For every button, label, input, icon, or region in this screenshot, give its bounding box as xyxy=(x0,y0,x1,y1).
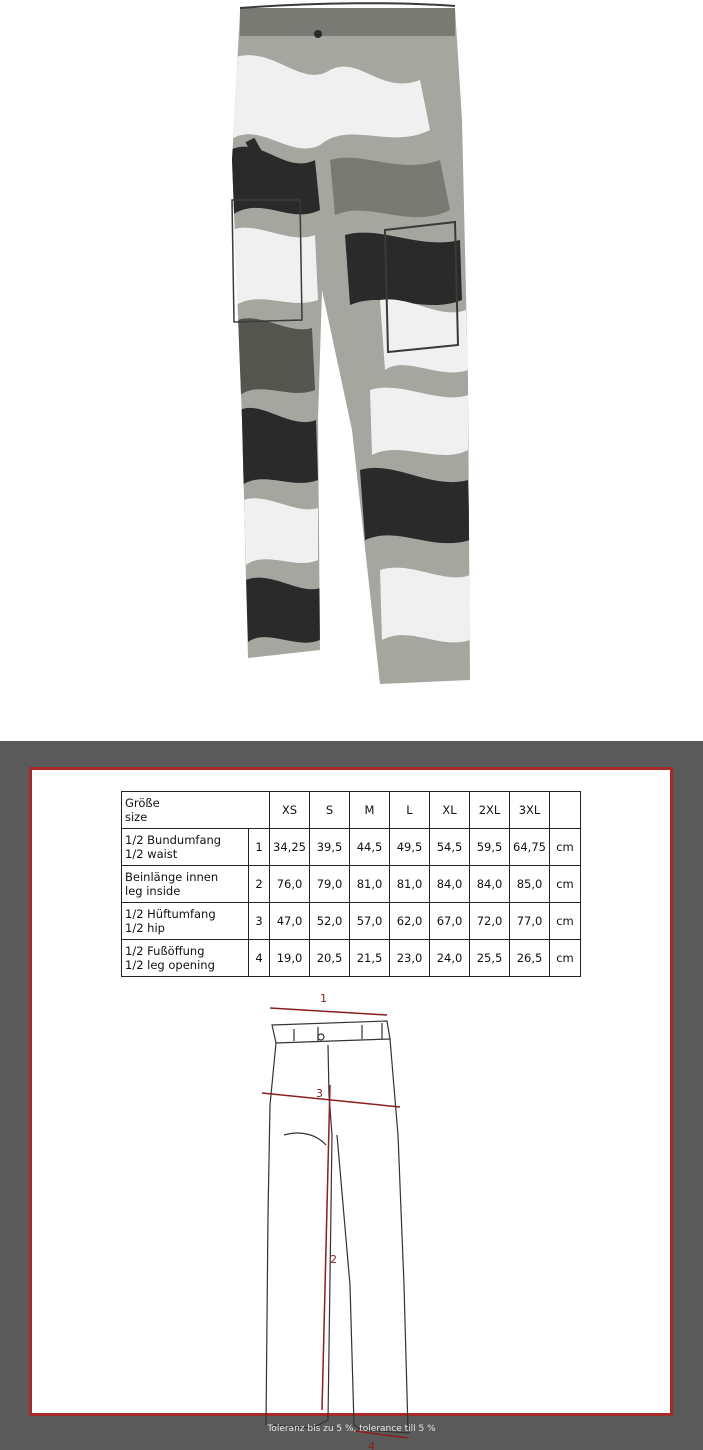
cell-value: 25,5 xyxy=(470,940,510,977)
cell-value: 81,0 xyxy=(390,866,430,903)
measure-label-1: 1 xyxy=(320,992,327,1005)
row-number: 1 xyxy=(249,829,270,866)
cell-value: 72,0 xyxy=(470,903,510,940)
size-table xyxy=(121,791,581,977)
cell-unit: cm xyxy=(550,866,581,903)
cell-value: 67,0 xyxy=(430,903,470,940)
cell-value: 49,5 xyxy=(390,829,430,866)
row-label xyxy=(122,903,249,940)
cell-unit: cm xyxy=(550,829,581,866)
row-label-de: 1/2 Fußöffung xyxy=(125,944,205,958)
cell-value: 84,0 xyxy=(430,866,470,903)
row-number: 3 xyxy=(249,903,270,940)
cell-value: 57,0 xyxy=(350,903,390,940)
cell-value: 20,5 xyxy=(310,940,350,977)
size-xs: XS xyxy=(270,792,310,829)
cell-value: 76,0 xyxy=(270,866,310,903)
size-table-header xyxy=(122,792,581,829)
cell-value: 81,0 xyxy=(350,866,390,903)
measure-label-4: 4 xyxy=(368,1440,375,1450)
size-chart-panel xyxy=(0,741,703,1450)
row-label-de: 1/2 Bundumfang xyxy=(125,833,222,847)
unit-header xyxy=(550,792,581,829)
size-m: M xyxy=(350,792,390,829)
row-label xyxy=(122,866,249,903)
cell-value: 84,0 xyxy=(470,866,510,903)
measure-line-hip xyxy=(262,1093,400,1107)
cell-value: 34,25 xyxy=(270,829,310,866)
row-label-en: leg inside xyxy=(125,884,181,898)
row-label-de: 1/2 Hüftumfang xyxy=(125,907,216,921)
cell-value: 54,5 xyxy=(430,829,470,866)
row-label xyxy=(122,940,249,977)
table-row-waist xyxy=(122,829,581,866)
table-row-opening xyxy=(122,940,581,977)
row-label-en: 1/2 leg opening xyxy=(125,958,215,972)
cell-value: 26,5 xyxy=(510,940,550,977)
measure-line-waist xyxy=(270,1008,387,1015)
row-label-en: 1/2 waist xyxy=(125,847,178,861)
cell-unit: cm xyxy=(550,903,581,940)
cell-value: 21,5 xyxy=(350,940,390,977)
cell-value: 52,0 xyxy=(310,903,350,940)
table-row-hip xyxy=(122,903,581,940)
row-number: 4 xyxy=(249,940,270,977)
row-number: 2 xyxy=(249,866,270,903)
row-label xyxy=(122,829,249,866)
size-label-en: size xyxy=(125,810,148,824)
cell-value: 77,0 xyxy=(510,903,550,940)
cell-value: 79,0 xyxy=(310,866,350,903)
measure-label-2: 2 xyxy=(330,1253,337,1266)
cell-value: 44,5 xyxy=(350,829,390,866)
cell-value: 59,5 xyxy=(470,829,510,866)
row-label-en: 1/2 hip xyxy=(125,921,165,935)
size-label-de: Größe xyxy=(125,796,160,810)
tolerance-note: Toleranz bis zu 5 %, tolerance till 5 % xyxy=(267,1424,436,1434)
size-l: L xyxy=(390,792,430,829)
size-2xl: 2XL xyxy=(470,792,510,829)
measure-label-3: 3 xyxy=(316,1087,323,1100)
table-row-inseam xyxy=(122,866,581,903)
cell-value: 85,0 xyxy=(510,866,550,903)
cell-value: 23,0 xyxy=(390,940,430,977)
cell-value: 47,0 xyxy=(270,903,310,940)
cell-unit: cm xyxy=(550,940,581,977)
size-header-label xyxy=(122,792,270,829)
cell-value: 62,0 xyxy=(390,903,430,940)
cell-value: 39,5 xyxy=(310,829,350,866)
row-label-de: Beinlänge innen xyxy=(125,870,219,884)
cell-value: 24,0 xyxy=(430,940,470,977)
size-xl: XL xyxy=(430,792,470,829)
size-3xl: 3XL xyxy=(510,792,550,829)
cell-value: 19,0 xyxy=(270,940,310,977)
cell-value: 64,75 xyxy=(510,829,550,866)
size-s: S xyxy=(310,792,350,829)
